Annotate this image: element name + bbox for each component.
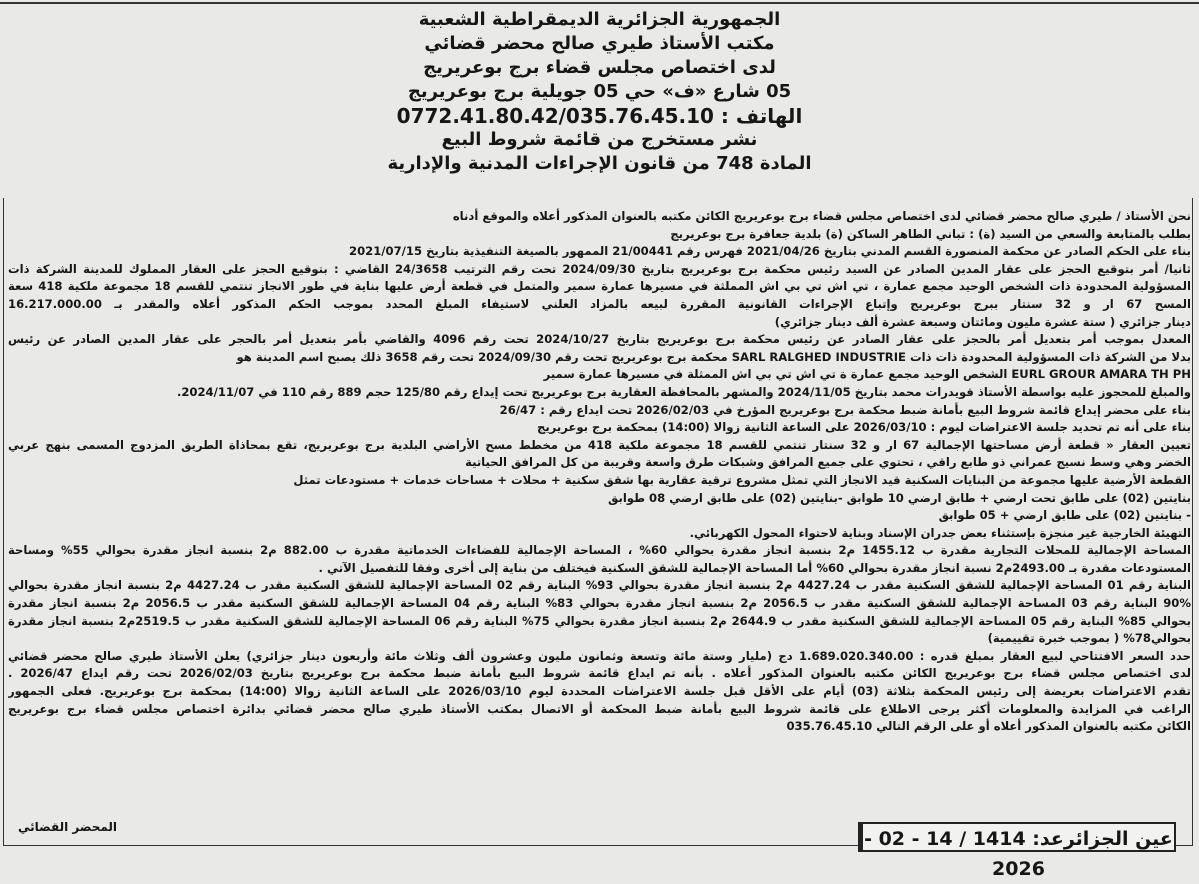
body-line: بطلب بالمتابعة والسعي من السيد (ة) : تباني الطاهر الساكن (ة) بلدية جعافرة برج بوعريريج [670,226,1191,241]
notice-title: نشر مستخرج من قائمة شروط البيع [441,129,758,150]
body-line: بدلا من الشركة ذات المسؤولية المحدودة ذات ذات SARL RALGHED INDUSTRIE محكمة برج بوعريريج تحت رقم 2024/09/30 تحت رقم 3658 ذلك يصبح اسم المدينة هو [236,349,1191,364]
body-line: تعيين العقار « قطعة أرض مساحتها الإجمالية 67 ار و 32 سنتار تنتمي للقسم 18 مجموعة ملكية 418 من مخطط مسح الأراضي البلدية برج بوعريريج، تقع بمحاذاة الطريق المزدوج المسمى بنهج عربي [8,437,1191,452]
address: 05 شارع «ف» حي 05 جويلية برج بوعريريج [407,81,792,102]
top-rule [0,2,1199,4]
notice-body [8,208,1191,736]
body-line: - بنايتين (02) على طابق ارضي + 05 طوابق [938,508,1191,523]
legal-article: المادة 748 من قانون الإجراءات المدنية والإدارية [387,153,812,174]
jurisdiction: لدى اختصاص مجلس قضاء برج بوعريريج [423,57,776,78]
body-line: والمبلغ للمحجوز عليه بواسطة الأستاذ قويدرات محمد بتاريخ 2024/11/05 والمشهر بالمحافظة العقارية برج بوعريريج تحت إيداع رقم 125/80 حجم 889 رقم 110 في 2024/11/07. [176,384,1191,399]
notice-header [0,8,1199,176]
body-line: الراغب في المزايدة والمعلومات أكثر يرجى الاطلاع على قائمة شروط البيع بأمانة ضبط المحكمة أو الاتصال بمكتب الأستاذ طيري صالح محضر قضائي بدائرة اختصاص مجلس قضاء برج بوعريريج [8,701,1191,716]
body-line: بناء على محضر إيداع قائمة شروط البيع بأمانة ضبط محكمة برج بوعريريج المؤرخ في 2026/02/03 تحت ايداع رقم : 26/47 [499,402,1191,417]
phone: الهاتف : 0772.41.80.42/035.76.45.10 [396,104,803,128]
publication-reference: عين الجزائرعد: 1414 / 14 - 02 - 2026 [858,822,1176,852]
body-line: المساحة الإجمالية للمحلات التجارية مقدرة ب 1455.12 م2 بنسبة انجاز مقدرة بحوالي 60% ، المساحة الإجمالية للفضاءات الخدماتية مقدرة ب 882.00 م2 بنسبة انجاز مقدرة بحوالي 55% ومساحة [8,543,1191,558]
body-line: 90% البناية رقم 03 المساحة الإجمالية للشقق السكنية مقدر ب 2056.5 م2 بنسبة انجاز مقدرة بحوالي 83% البناية رقم 04 المساحة الإجمالية للشقق السكنية مقدر ب 2056.5 م2 بنسبة انجاز مقدرة [8,596,1191,611]
body-line: بنايتين (02) على طابق تحت ارضي + طابق ارضي 10 طوابق -بنايتين (02) على طابق ارضي 08 طوابق [608,490,1191,505]
body-line: المسح 67 ار و 32 سنتار ببرج بوعريريج وإتباع الإجراءات القانونية المقررة لبيعه بالمزاد العلني لاستيفاء المبلغ المحدد بموجب الحكم المذكور أعلاه والمقدر بـ 16.217.000.00 [8,296,1191,311]
body-line: الخضر وهي وسط نسيج عمراني ذو طابع راقي ، تحتوي على جميع المرافق وشبكات طرق واسعة وقريبة من كل المرافق الحياتية [465,455,1191,470]
body-line: حدد السعر الافتتاحي لبيع العقار بمبلغ قدره : 1.689.020.340.00 دج (مليار وستة مائة وتسعة وثمانون مليون وعشرون ألف وثلاث مائة وأربعون دينار جزائري) يعلن الأستاذ طيري صالح محضر قضائي [8,648,1191,663]
body-line: المسؤولية المحدودة ذات الشخص الوحيد مجمع عمارة ، تي اش تي بي اش المملثة في مسيرها عمارة سمير والمتمل في قطعة أرض عليها بناية في طور الانجاز تنتمي للقسم 18 مجموعة ملكية 418 سعة [8,279,1191,294]
body-line: البناية رقم 01 المساحة الإجمالية للشقق السكنية مقدر ب 4427.24 م2 بنسبة انجاز مقدرة بحوالي 93% البناية رقم 02 المساحة الإجمالية للشقق السكنية مقدر ب 4427.24 م2 بنسبة انجاز مقدرة بحوالي [8,578,1191,593]
body-line: لدى اختصاص مجلس قضاء برج بوعريريج الكائن مكتبه بالعنوان المذكور أعلاه . بأنه تم ايداع قائمة شروط البيع بأمانة ضبط محكمة برج بوعريريج بتاريخ 2026/02/03 تحت رقم ايداع 2026/47 . [8,666,1191,681]
body-line: بحوالي78% ( بموجب خبرة تقييمية) [987,631,1191,646]
body-line: التهيئة الخارجية غير منجزة بإستثناء بعض جدران الإسناد وبناية لاحتواء المحول الكهربائي. [689,525,1191,540]
body-line: دينار جزائري ( ستة عشرة مليون ومائتان وسبعة عشرة ألف دينار جزائري) [774,314,1191,329]
body-line: المعدل بموجب أمر بتعديل أمر بالحجز على عقار الصادر عن رئيس محكمة برج بوعريريج بتاريخ 2024/10/27 تحت رقم 4096 والقاضي بأمر بتعديل أمر بالحجر على عقار المدين الصادر عن رئيس [8,332,1191,347]
republic-title: الجمهورية الجزائرية الديمقراطية الشعبية [418,9,781,30]
body-line: بحوالي 85% البناية رقم 05 المساحة الإجمالية للشقق السكنية مقدر ب 2644.9 م2 بنسبة انجاز مقدرة بحوالي 75% البناية رقم 06 المساحة الإجمالية للشقق السكنية مقدر ب 2519.5م2 بنسبة انجاز مقدرة [8,613,1191,628]
body-line: نحن الأستاذ / طيري صالح محضر قضائي لدى اختصاص مجلس قضاء برج بوعريريج الكائن مكتبه بالعنوان المذكور أعلاه والموقع أدناه [452,209,1191,223]
body-line: EURL GROUR AMARA TH PH الشخص الوحيد مجمع عمارة ة تي اش تي بي اش الممثلة في مسيرها عمارة سمير [543,367,1191,382]
body-line: المستودعات مقدرة بـ 2493.00م2 نسبة انجاز مقدرة بحوالي 60% أما المساحة الإجمالية للشقق السكنية فيختلف من بناية إلى أخرى وفقا للتفصيل الآتي . [318,560,1191,575]
office-title: مكتب الأستاذ طيري صالح محضر قضائي [424,33,775,54]
body-line: ثانيا/ أمر بتوقيع الحجز على عقار المدين الصادر عن السيد رئيس محكمة برج بوعريريج بتاريخ 2024/09/30 تحت رقم الترتيب 24/3658 القاضي : بتوقيع الحجز على العقار المملوك للمدينة الشركة ذات [8,261,1191,276]
body-line: بناء على الحكم الصادر عن محكمة المنصورة القسم المدني بتاريخ 2021/04/26 فهرس رقم 21/00441 الممهور بالصيغة التنفيذية بتاريخ 2021/07/15 [349,244,1191,259]
body-line: الكائن مكتبه بالعنوان المذكور أعلاه أو على الرقم التالي 035.76.45.10 [786,719,1191,734]
body-line: تقدم الاعتراضات بعريضة إلى رئيس المحكمة بثلاثة (03) أيام على الأقل قبل جلسة الاعتراضات المحددة ليوم 2026/03/10 على الساعة الثانية زوالا (14:00) بمحكمة برج بوعريريج. فعلى الجمهور [8,684,1191,699]
signature: المحضر القضائي [18,820,118,834]
body-line: بناء على أنه تم تحديد جلسة الاعتراضات ليوم : 2026/03/10 على الساعة الثانية زوالا (14:00) بمحكمة برج بوعريريج [536,420,1191,435]
body-line: القطعة الأرضية عليها مجموعة من البنايات السكنية قيد الانجاز التي تمثل مشروع ترقية عقارية بها شقق سكنية + محلات + مساحات خدمات + مستودعات تمثل [293,472,1191,487]
